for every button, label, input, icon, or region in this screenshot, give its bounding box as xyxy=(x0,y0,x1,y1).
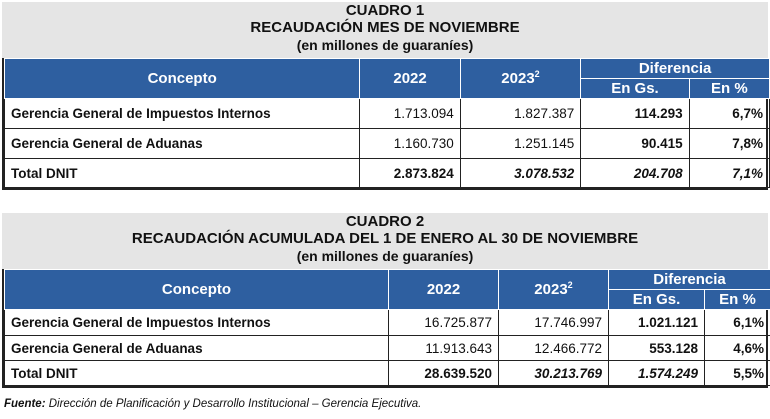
cell-2022: 1.160.730 xyxy=(360,129,460,159)
cell-total-dif-pct: 7,1% xyxy=(689,159,769,188)
cell-2022: 11.913.643 xyxy=(389,336,499,361)
cell-total-concepto: Total DNIT xyxy=(5,361,389,386)
col-header-2022: 2022 xyxy=(360,59,460,99)
cuadro-1-title-band xyxy=(2,2,768,58)
cell-dif-gs: 1.021.121 xyxy=(609,310,705,336)
col-header-2022: 2022 xyxy=(389,270,499,310)
col-header-2023-label: 2023 xyxy=(501,70,535,87)
cell-concepto: Gerencia General de Impuestos Internos xyxy=(5,99,360,129)
cell-2023: 1.827.387 xyxy=(460,99,580,129)
col-header-diferencia: Diferencia xyxy=(609,270,770,290)
cell-total-2022: 2.873.824 xyxy=(360,159,460,188)
total-row xyxy=(5,159,770,188)
cell-dif-gs: 114.293 xyxy=(581,99,689,129)
source-text: Dirección de Planificación y Desarrollo Institucional – Gerencia Ejecutiva. xyxy=(45,398,422,410)
cuadro-2-units: (en millones de guaraníes) xyxy=(296,248,474,264)
cell-2022: 1.713.094 xyxy=(360,99,460,129)
cuadro-1-table-wrap xyxy=(2,58,768,190)
cell-concepto: Gerencia General de Impuestos Internos xyxy=(5,310,389,336)
cell-concepto: Gerencia General de Aduanas xyxy=(5,129,360,159)
col-header-en-pct: En % xyxy=(705,290,770,310)
cell-total-concepto: Total DNIT xyxy=(5,159,360,188)
cuadro-2-table-wrap xyxy=(2,269,768,388)
cell-total-2023: 30.213.769 xyxy=(499,361,609,386)
cell-total-dif-gs: 204.708 xyxy=(581,159,689,188)
cell-dif-pct: 6,1% xyxy=(705,310,770,336)
col-header-2023 xyxy=(499,270,609,310)
source-note xyxy=(4,398,421,410)
source-label: Fuente: xyxy=(4,398,46,410)
cell-total-2022: 28.639.520 xyxy=(389,361,499,386)
table-row xyxy=(5,310,770,336)
cell-2023: 17.746.997 xyxy=(499,310,609,336)
cuadro-2 xyxy=(2,213,768,388)
cell-2023: 12.466.772 xyxy=(499,336,609,361)
cuadro-1-subtitle: RECAUDACIÓN MES DE NOVIEMBRE xyxy=(250,19,520,36)
cell-dif-pct: 6,7% xyxy=(689,99,769,129)
cuadro-2-title-band xyxy=(2,213,768,269)
col-header-en-pct: En % xyxy=(689,79,769,99)
cell-dif-gs: 553.128 xyxy=(609,336,705,361)
cuadro-1-table xyxy=(4,58,770,188)
col-header-2023-label: 2023 xyxy=(534,281,568,298)
cuadro-2-title: CUADRO 2 xyxy=(345,213,425,230)
cell-concepto: Gerencia General de Aduanas xyxy=(5,336,389,361)
cell-dif-pct: 7,8% xyxy=(689,129,769,159)
cuadro-2-subtitle: RECAUDACIÓN ACUMULADA DEL 1 DE ENERO AL 30 DE NOVIEMBRE xyxy=(131,230,639,247)
table-row xyxy=(5,129,770,159)
col-header-en-gs: En Gs. xyxy=(609,290,705,310)
cell-total-dif-gs: 1.574.249 xyxy=(609,361,705,386)
cuadro-1-title: CUADRO 1 xyxy=(345,2,425,19)
cell-dif-gs: 90.415 xyxy=(581,129,689,159)
cuadro-1-units: (en millones de guaraníes) xyxy=(296,37,474,53)
cuadro-1 xyxy=(2,2,768,190)
table-row xyxy=(5,336,770,361)
table-row xyxy=(5,99,770,129)
col-header-en-gs: En Gs. xyxy=(581,79,689,99)
cell-dif-pct: 4,6% xyxy=(705,336,770,361)
col-header-concepto: Concepto xyxy=(5,270,389,310)
footnote-marker: 2 xyxy=(534,69,540,79)
cell-2023: 1.251.145 xyxy=(460,129,580,159)
cell-2022: 16.725.877 xyxy=(389,310,499,336)
cuadro-2-table xyxy=(4,269,770,386)
col-header-2023 xyxy=(460,59,580,99)
cell-total-dif-pct: 5,5% xyxy=(705,361,770,386)
total-row xyxy=(5,361,770,386)
col-header-concepto: Concepto xyxy=(5,59,360,99)
cell-total-2023: 3.078.532 xyxy=(460,159,580,188)
col-header-diferencia: Diferencia xyxy=(581,59,770,79)
footnote-marker: 2 xyxy=(567,280,573,290)
